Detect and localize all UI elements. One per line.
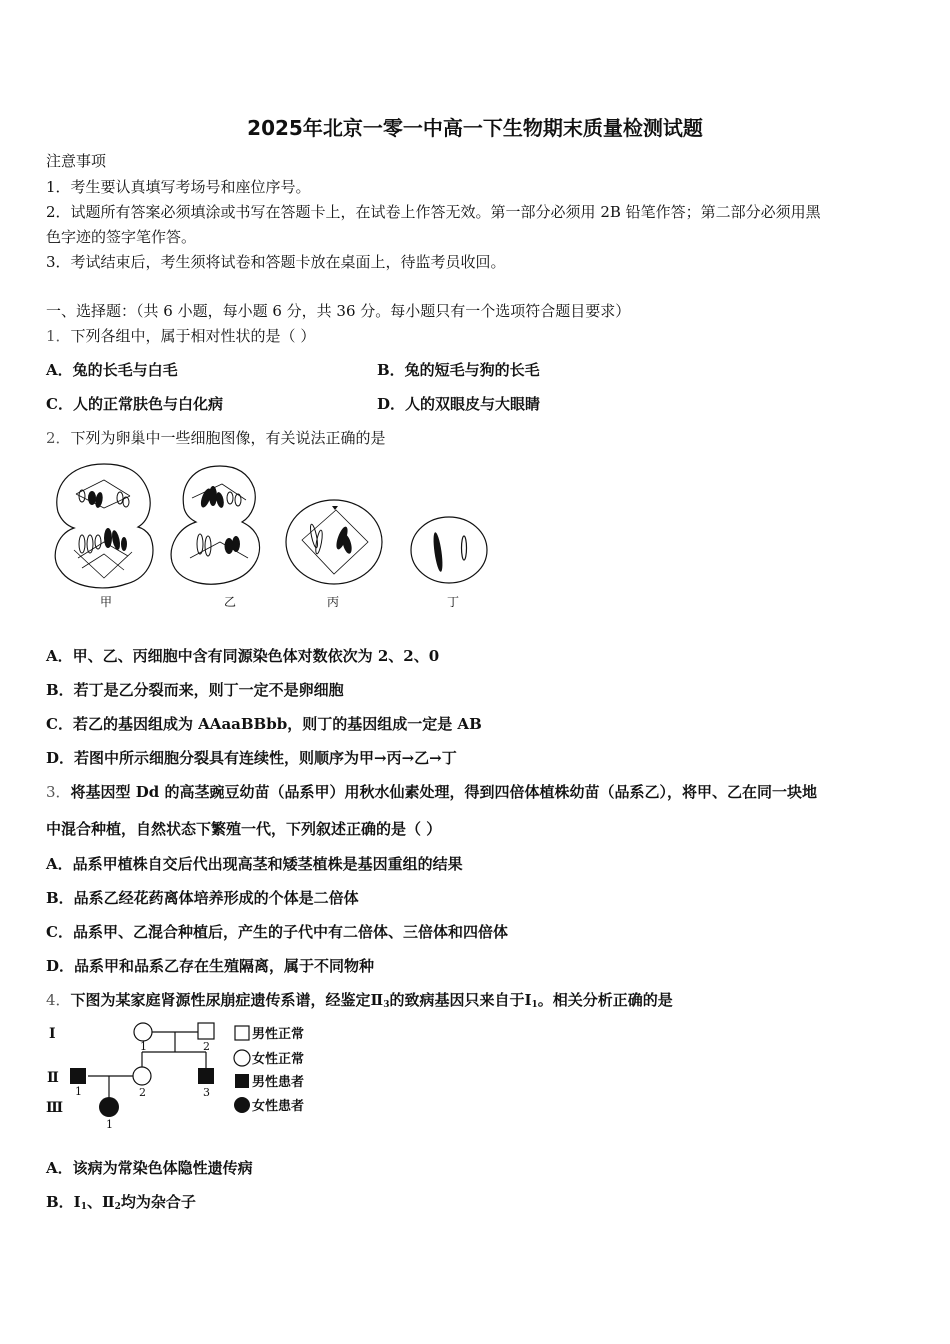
question-2-option-b[interactable]: B．若丁是乙分裂而来，则丁一定不是卵细胞	[46, 681, 344, 699]
cell-yi	[171, 466, 259, 584]
pedigree-II2-female-normal	[133, 1067, 151, 1085]
question-2-option-a[interactable]: A．甲、乙、丙细胞中含有同源染色体对数依次为 2、2、0	[46, 647, 440, 665]
pedigree-num-II3: 3	[203, 1086, 210, 1099]
cell-label-jia: 甲	[99, 595, 113, 609]
cell-label-yi: 乙	[223, 595, 237, 609]
question-2-stem	[46, 429, 386, 447]
question-1-option-b[interactable]: B．兔的短毛与狗的长毛	[377, 361, 540, 379]
section-heading: 一、选择题：（共 6 小题，每小题 6 分，共 36 分。每小题只有一个选项符合题目要求）	[46, 302, 631, 320]
question-3-text-line1: 将基因型 Dd 的高茎豌豆幼苗（品系甲）用秋水仙素处理，得到四倍体植株幼苗（品系乙），将甲、乙在同一块地	[70, 783, 817, 801]
question-1-option-d[interactable]: D．人的双眼皮与大眼睛	[377, 395, 541, 413]
legend-male-affected: 男性患者	[252, 1075, 305, 1090]
pedigree-num-II1: 1	[75, 1085, 82, 1098]
pedigree-II3-male-affected	[198, 1068, 214, 1084]
pedigree-I2-male-normal	[198, 1023, 214, 1039]
question-1-option-a[interactable]: A．兔的长毛与白毛	[46, 361, 178, 379]
question-4-option-a[interactable]: A．该病为常染色体隐性遗传病	[46, 1159, 253, 1177]
pedigree-num-III1: 1	[106, 1118, 113, 1131]
pedigree-III1-female-affected	[99, 1097, 119, 1117]
generation-III: Ⅲ	[46, 1100, 64, 1116]
pedigree-num-II2: 2	[139, 1086, 146, 1099]
legend-female-normal-icon	[234, 1050, 250, 1066]
legend-male-normal: 男性正常	[252, 1027, 305, 1042]
cell-bing	[286, 500, 382, 584]
pedigree-num-I2: 2	[203, 1040, 210, 1053]
notice-item-2-cont: 色字迹的签字笔作答。	[46, 228, 197, 246]
question-4-stem: 4．下图为某家庭肾源性尿崩症遗传系谱，经鉴定$Ⅱ_3$的致病基因只来自于$Ⅰ_1$。相关分析正确的是	[46, 991, 673, 1010]
notice-item-1: 1．考生要认真填写考场号和座位序号。	[46, 178, 311, 196]
question-3-text-line2: 中混合种植，自然状态下繁殖一代，下列叙述正确的是（ ）	[46, 820, 442, 838]
cell-label-ding: 丁	[446, 595, 460, 609]
question-3-option-b[interactable]: B．品系乙经花药离体培养形成的个体是二倍体	[46, 889, 359, 907]
pedigree-I1-female-normal	[134, 1023, 152, 1041]
ovary-cell-figure	[46, 458, 506, 618]
question-2-number: 2．	[46, 429, 71, 447]
notice-heading: 注意事项	[46, 152, 107, 170]
legend-male-normal-icon	[235, 1026, 249, 1040]
generation-II: Ⅱ	[47, 1070, 59, 1086]
question-1-stem	[46, 327, 315, 345]
question-3-option-a[interactable]: A．品系甲植株自交后代出现高茎和矮茎植株是基因重组的结果	[46, 855, 463, 873]
question-2-option-d[interactable]: D．若图中所示细胞分裂具有连续性，则顺序为甲→丙→乙→丁	[46, 749, 457, 767]
question-3-option-d[interactable]: D．品系甲和品系乙存在生殖隔离，属于不同物种	[46, 957, 375, 975]
legend-male-affected-icon	[235, 1074, 249, 1088]
page-title: 2025年北京一零一中高一下生物期末质量检测试题	[247, 116, 703, 140]
question-2-option-c[interactable]: C．若乙的基因组成为 AAaaBBbb，则丁的基因组成一定是 AB	[46, 715, 482, 733]
question-3-option-c[interactable]: C．品系甲、乙混合种植后，产生的子代中有二倍体、三倍体和四倍体	[46, 923, 508, 941]
pedigree-chart	[46, 1018, 326, 1138]
notice-item-2: 2．试题所有答案必须填涂或书写在答题卡上，在试卷上作答无效。第一部分必须用 2B 铅笔作答；第二部分必须用黑	[46, 203, 821, 221]
cell-jia	[55, 464, 153, 588]
cell-ding	[411, 517, 487, 583]
notice-item-3: 3．考试结束后，考生须将试卷和答题卡放在桌面上，待监考员收回。	[46, 253, 506, 271]
pedigree-II1-male-affected	[70, 1068, 86, 1084]
question-1-option-c[interactable]: C．人的正常肤色与白化病	[46, 395, 223, 413]
legend-female-normal: 女性正常	[252, 1052, 305, 1067]
generation-I: Ⅰ	[49, 1026, 56, 1042]
question-1-text: 下列各组中，属于相对性状的是（ ）	[70, 327, 316, 345]
question-3-stem	[46, 783, 817, 801]
question-1-number: 1．	[46, 327, 71, 345]
question-2-text: 下列为卵巢中一些细胞图像，有关说法正确的是	[70, 429, 386, 447]
legend-female-affected: 女性患者	[252, 1099, 305, 1114]
legend-female-affected-icon	[234, 1097, 250, 1113]
question-4-number: 4．	[46, 991, 71, 1009]
pedigree-num-I1: 1	[140, 1040, 147, 1053]
question-4-option-b[interactable]: B．$Ⅰ_1$、$Ⅱ_2$均为杂合子	[46, 1193, 196, 1212]
question-3-number: 3．	[46, 783, 71, 801]
cell-label-bing: 丙	[326, 595, 340, 609]
